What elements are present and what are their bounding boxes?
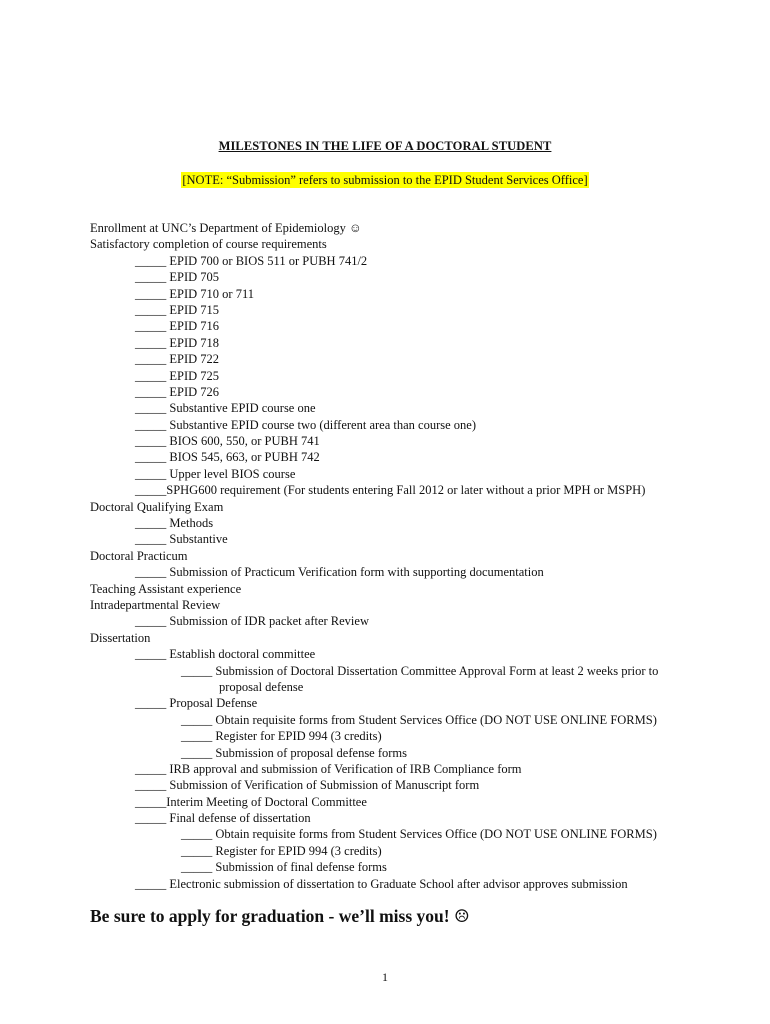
milestone-heading: Enrollment at UNC’s Department of Epidemiology ☺ [90,221,362,235]
checklist-item: _____ Proposal Defense [135,696,258,711]
checklist-item: _____ IRB approval and submission of Verification of IRB Compliance form [135,761,522,776]
checklist-item: _____ BIOS 545, 663, or PUBH 742 [135,450,320,465]
milestone-heading: Teaching Assistant experience [90,581,242,596]
milestone-heading: Doctoral Qualifying Exam [90,499,224,514]
highlighted-note: [NOTE: “Submission” refers to submission to the EPID Student Services Office] [182,173,588,187]
checklist-item: _____ Upper level BIOS course [135,466,296,481]
checklist-item: _____ Methods [135,516,214,531]
checklist-subitem: _____ Submission of Doctoral Dissertation Committee Approval Form at least 2 weeks prior to [181,663,659,678]
checklist-item: _____ EPID 716 [135,319,220,334]
checklist-subitem: _____ Obtain requisite forms from Student Services Office (DO NOT USE ONLINE FORMS) [181,712,657,727]
checklist-subitem: _____ Submission of proposal defense forms [181,745,408,760]
checklist-item: _____ Electronic submission of dissertation to Graduate School after advisor approves submission [135,876,628,891]
page-title: MILESTONES IN THE LIFE OF A DOCTORAL STUDENT [218,139,552,153]
checklist-item: _____ EPID 700 or BIOS 511 or PUBH 741/2 [135,253,368,268]
checklist-item: _____ Substantive [135,532,228,547]
milestone-heading: Dissertation [90,630,151,645]
note-container [0,171,770,189]
milestone-list [90,220,730,892]
checklist-item: _____ EPID 725 [135,368,220,383]
milestone-heading: Doctoral Practicum [90,548,188,563]
checklist-subitem: _____ Register for EPID 994 (3 credits) [181,729,382,744]
checklist-item: _____ Submission of Verification of Submission of Manuscript form [135,778,480,793]
checklist-item: _____ Establish doctoral committee [135,647,316,662]
checklist-subitem-continuation: proposal defense [219,679,304,694]
checklist-item: _____SPHG600 requirement (For students entering Fall 2012 or later without a prior MPH or MSPH) [135,483,646,498]
milestone-heading: Intradepartmental Review [90,597,221,612]
checklist-item: _____ Substantive EPID course one [135,401,316,416]
closing-statement: Be sure to apply for graduation - we’ll miss you! ☹ [90,906,470,926]
checklist-item: _____ Submission of IDR packet after Review [135,614,369,629]
checklist-item: _____ EPID 715 [135,302,220,317]
checklist-subitem: _____ Register for EPID 994 (3 credits) [181,843,382,858]
page-number: 1 [382,970,388,984]
checklist-item: _____Interim Meeting of Doctoral Committee [135,794,367,809]
checklist-item: _____ Final defense of dissertation [135,811,311,826]
checklist-item: _____ EPID 705 [135,270,220,285]
milestone-heading: Satisfactory completion of course requirements [90,237,327,252]
checklist-item: _____ EPID 722 [135,352,220,367]
checklist-subitem: _____ Submission of final defense forms [181,860,387,875]
checklist-item: _____ Substantive EPID course two (different area than course one) [135,417,476,432]
checklist-item: _____ Submission of Practicum Verification form with supporting documentation [135,565,544,580]
checklist-item: _____ EPID 726 [135,384,220,399]
checklist-item: _____ BIOS 600, 550, or PUBH 741 [135,434,320,449]
checklist-item: _____ EPID 710 or 711 [135,286,254,301]
checklist-item: _____ EPID 718 [135,335,220,350]
checklist-subitem: _____ Obtain requisite forms from Student Services Office (DO NOT USE ONLINE FORMS) [181,827,657,842]
